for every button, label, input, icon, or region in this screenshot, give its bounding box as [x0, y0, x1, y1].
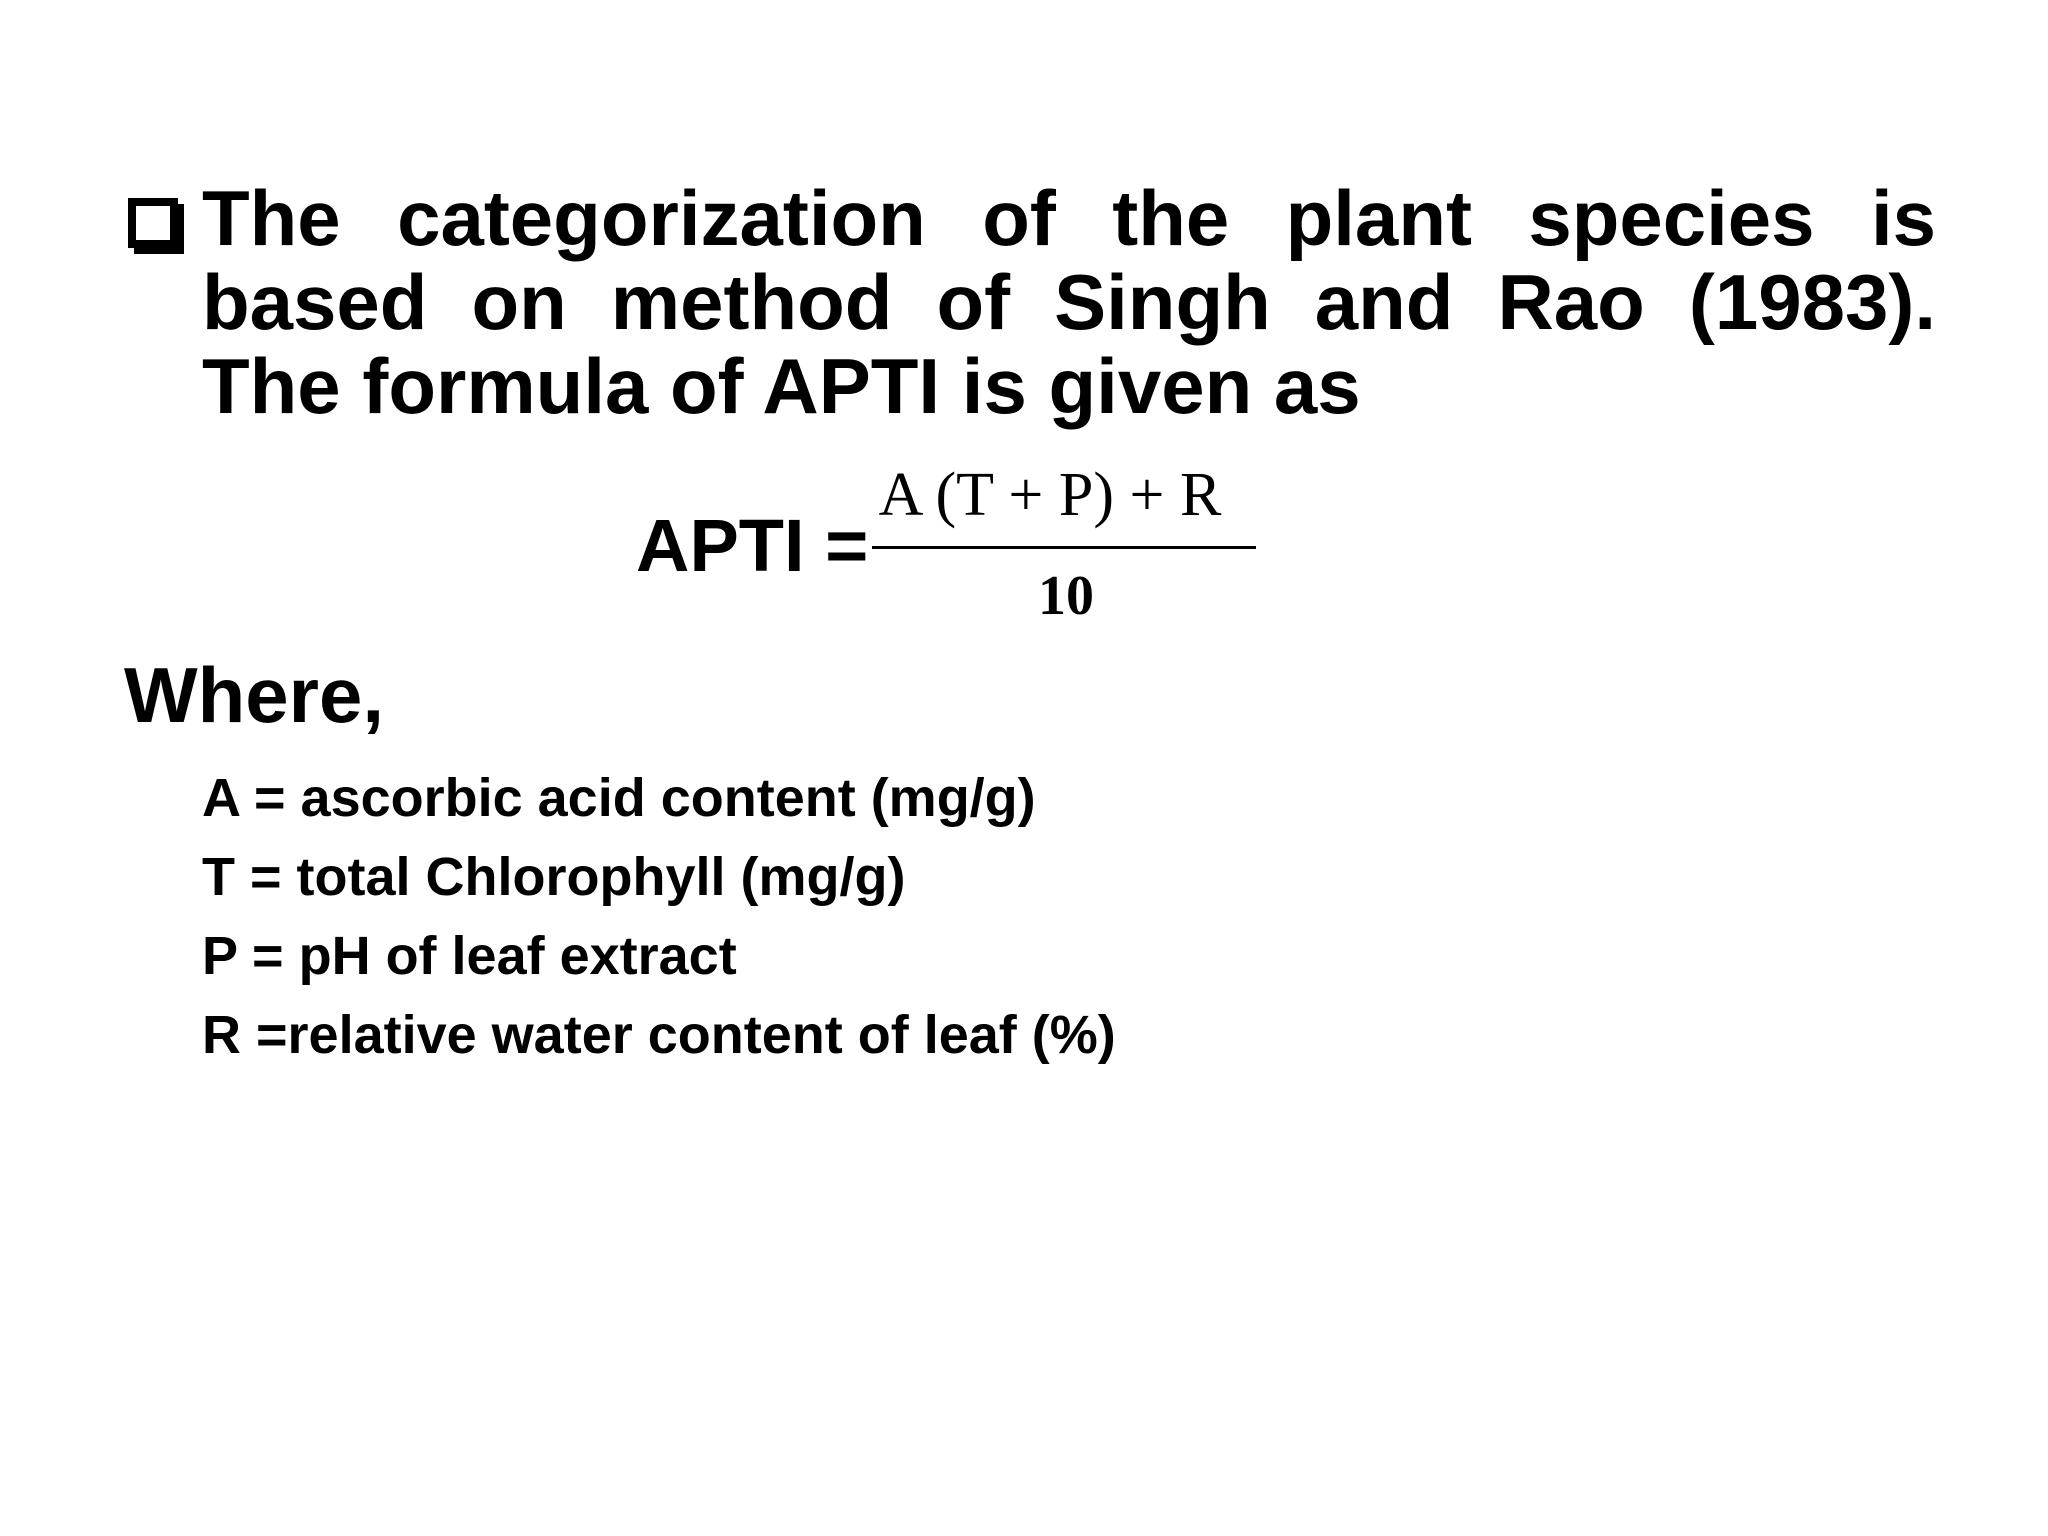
apti-formula: [636, 460, 1276, 630]
intro-paragraph: The categorization of the plant species is based on method of Singh and Rao (1983). The formula of APTI is given as: [202, 174, 1936, 430]
formula-lhs: APTI =: [636, 504, 869, 587]
formula-numerator: A (T + P) + R: [878, 461, 1222, 529]
where-heading: Where,: [124, 651, 385, 739]
definition-a: A = ascorbic acid content (mg/g): [202, 768, 1036, 828]
checkbox-bullet-icon: [128, 198, 178, 248]
variable-definitions: [202, 768, 1116, 1084]
definition-t: T = total Chlorophyll (mg/g): [202, 847, 906, 907]
definition-p: P = pH of leaf extract: [202, 926, 737, 986]
definition-r: R =relative water content of leaf (%): [202, 1005, 1116, 1065]
fraction-bar: [872, 546, 1256, 549]
formula-denominator: 10: [1038, 565, 1094, 627]
